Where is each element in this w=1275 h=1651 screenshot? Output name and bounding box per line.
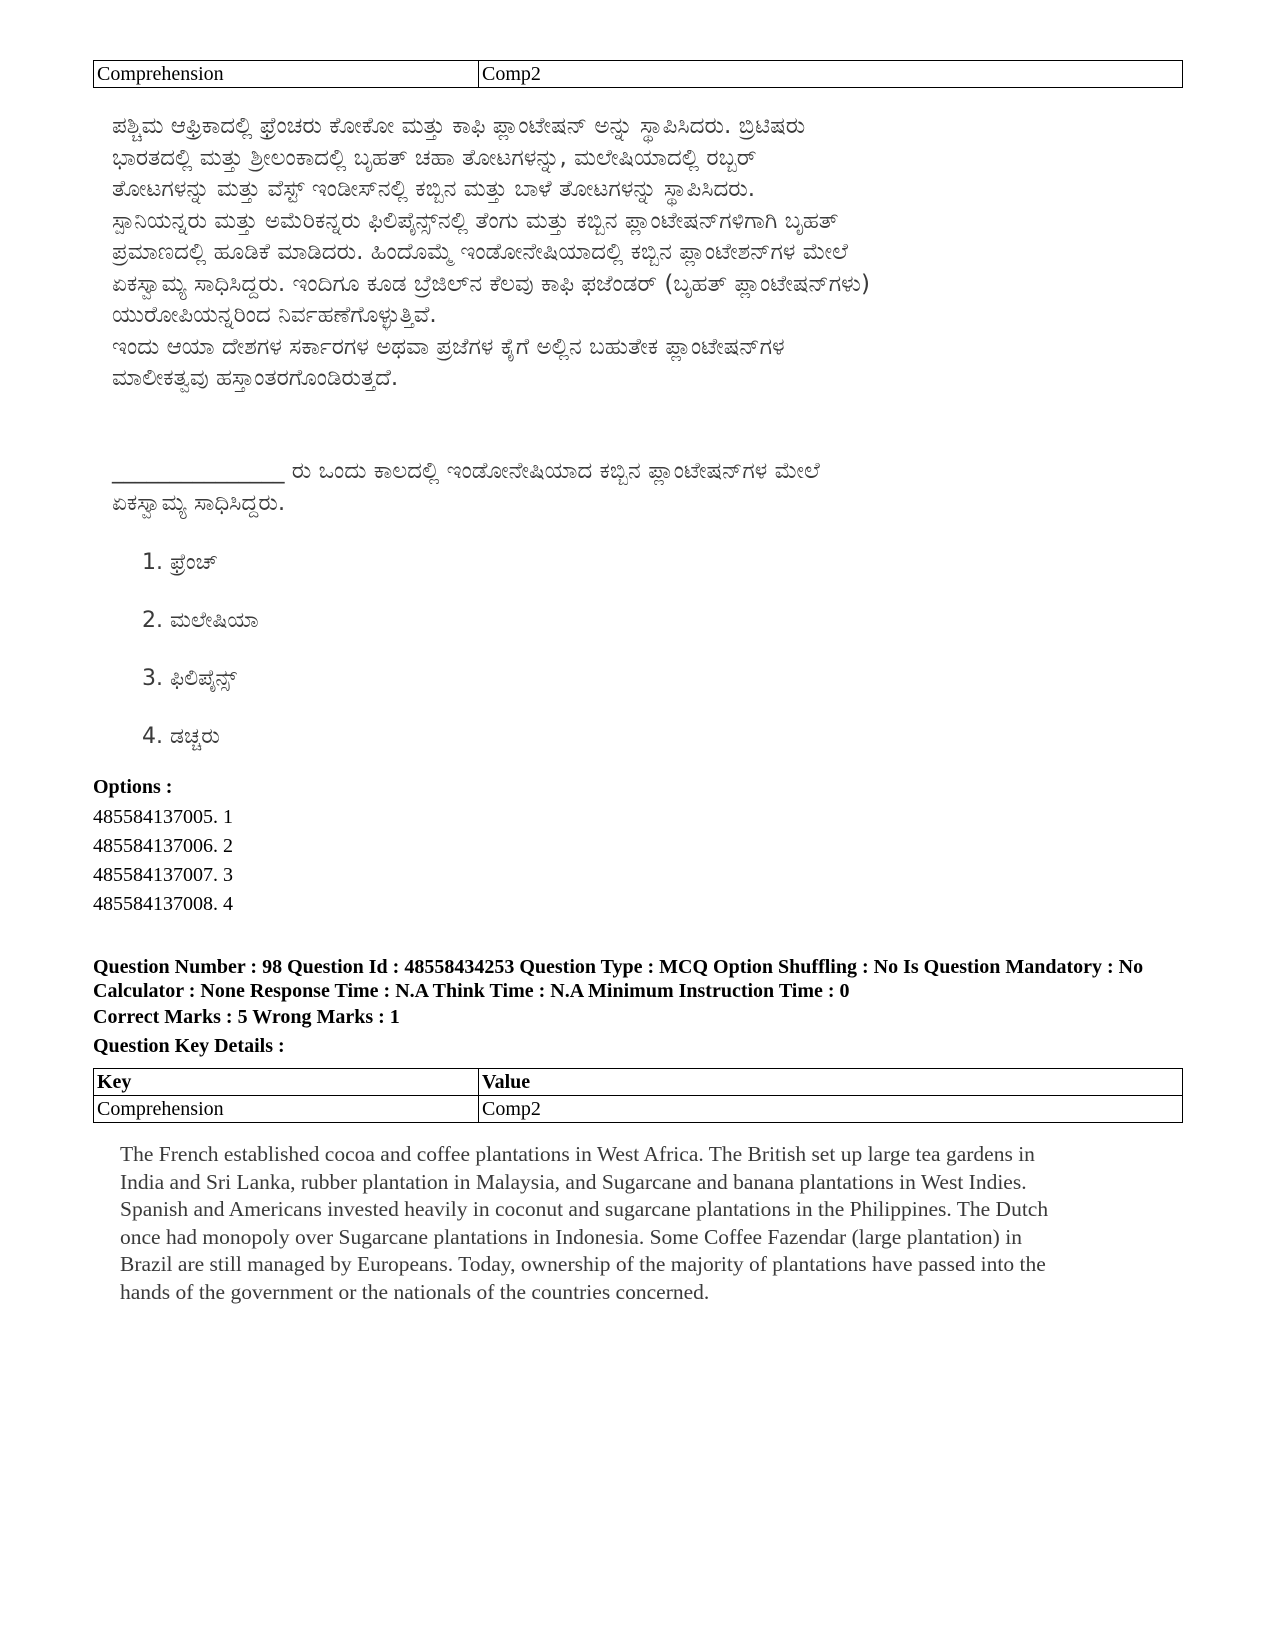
- option-item: 485584137008. 4: [93, 893, 233, 915]
- answer-choice: 1. ಫ್ರೆಂಚ್: [142, 550, 218, 575]
- answer-choice: 2. ಮಲೇಷಿಯಾ: [142, 608, 259, 633]
- table-header-key: Key: [94, 1069, 479, 1096]
- table-header-value: Value: [479, 1069, 1183, 1096]
- question-marks: Correct Marks : 5 Wrong Marks : 1: [93, 1006, 400, 1028]
- question-metadata: Question Number : 98 Question Id : 48558434253 Question Type : MCQ Option Shuffling : No Is Question Mandatory : No Calculator : None Response Time : N.A Think Time : N.A Minimum Instruction Time : 0: [93, 956, 1144, 1002]
- table-header-row: [94, 1069, 1183, 1096]
- table-row: [94, 61, 1183, 88]
- key-value-table-bottom: [93, 1068, 1183, 1123]
- table-cell-value: Comp2: [479, 1096, 1183, 1123]
- option-item: 485584137005. 1: [93, 806, 233, 828]
- answer-choice: 4. ಡಚ್ಚರು: [142, 724, 220, 749]
- table-cell-key: Comprehension: [94, 61, 479, 88]
- key-value-table-top: [93, 60, 1183, 88]
- options-list: [93, 803, 233, 919]
- table-cell-value: Comp2: [479, 61, 1183, 88]
- answer-choice: 3. ಫಿಲಿಪೈನ್ಸ್: [142, 666, 237, 691]
- option-item: 485584137006. 2: [93, 835, 233, 857]
- option-item: 485584137007. 3: [93, 864, 233, 886]
- comprehension-passage-english: The French established cocoa and coffee plantations in West Africa. The British set up large tea gardens in India and Sri Lanka, rubber plantation in Malaysia, and Sugarcane and banana plantations in West Indies. Spanish and Americans invested heavily in coconut and sugarcane plantations in the Philippines. The Dutch once had monopoly over Sugarcane plantations in Indonesia. Some Coffee Fazendar (large plantation) in Brazil are still managed by Europeans. Today, ownership of the majority of plantations have passed into the hands of the government or the nationals of the countries concerned.: [120, 1142, 1049, 1304]
- key-details-heading: Question Key Details :: [93, 1035, 285, 1057]
- answer-choices: [142, 548, 259, 780]
- comprehension-passage-kannada: ಪಶ್ಚಿಮ ಆಫ್ರಿಕಾದಲ್ಲಿ ಫ್ರೆಂಚರು ಕೋಕೋ ಮತ್ತು ಕಾಫಿ ಪ್ಲಾಂಟೇಷನ್ ಅನ್ನು ಸ್ಥಾಪಿಸಿದರು. ಬ್ರಿಟಿಷರು ಭಾರತದಲ್ಲಿ ಮತ್ತು ಶ್ರೀಲಂಕಾದಲ್ಲಿ ಬೃಹತ್ ಚಹಾ ತೋಟಗಳನ್ನು, ಮಲೇಷಿಯಾದಲ್ಲಿ ರಬ್ಬರ್ ತೋಟಗಳನ್ನು ಮತ್ತು ವೆಸ್ಟ್ ಇಂಡೀಸ್‌ನಲ್ಲಿ ಕಬ್ಬಿನ ಮತ್ತು ಬಾಳೆ ತೋಟಗಳನ್ನು ಸ್ಥಾಪಿಸಿದರು. ಸ್ಪಾನಿಯನ್ನರು ಮತ್ತು ಅಮೆರಿಕನ್ನರು ಫಿಲಿಪೈನ್ಸ್‌ನಲ್ಲಿ ತೆಂಗು ಮತ್ತು ಕಬ್ಬಿನ ಪ್ಲಾಂಟೇಷನ್‌ಗಳಿಗಾಗಿ ಬೃಹತ್ ಪ್ರಮಾಣದಲ್ಲಿ ಹೂಡಿಕೆ ಮಾಡಿದರು. ಹಿಂದೊಮ್ಮೆ ಇಂಡೋನೇಷಿಯಾದಲ್ಲಿ ಕಬ್ಬಿನ ಪ್ಲಾಂಟೇಶನ್‌ಗಳ ಮೇಲೆ ಏಕಸ್ವಾಮ್ಯ ಸಾಧಿಸಿದ್ದರು. ಇಂದಿಗೂ ಕೂಡ ಬ್ರೆಜಿಲ್‌ನ ಕೆಲವು ಕಾಫಿ ಫಜೆಂಡರ್ (ಬೃಹತ್ ಪ್ಲಾಂಟೇಷನ್‌ಗಳು) ಯುರೋಪಿಯನ್ನರಿಂದ ನಿರ್ವಹಣೆಗೊಳ್ಳುತ್ತಿವೆ. ಇಂದು ಆಯಾ ದೇಶಗಳ ಸರ್ಕಾರಗಳ ಅಥವಾ ಪ್ರಜೆಗಳ ಕೈಗೆ ಅಲ್ಲಿನ ಬಹುತೇಕ ಪ್ಲಾಂಟೇಷನ್‌ಗಳ ಮಾಲೀಕತ್ವವು ಹಸ್ತಾಂತರಗೊಂಡಿರುತ್ತದೆ.: [112, 113, 870, 391]
- question-text-kannada: _______________ ರು ಒಂದು ಕಾಲದಲ್ಲಿ ಇಂಡೋನೇಷಿಯಾದ ಕಬ್ಬಿನ ಪ್ಲಾಂಟೇಷನ್‌ಗಳ ಮೇಲೆ ಏಕಸ್ವಾಮ್ಯ ಸಾಧಿಸಿದ್ದರು.: [112, 458, 820, 516]
- options-heading: Options :: [93, 776, 173, 798]
- table-row: [94, 1096, 1183, 1123]
- table-cell-key: Comprehension: [94, 1096, 479, 1123]
